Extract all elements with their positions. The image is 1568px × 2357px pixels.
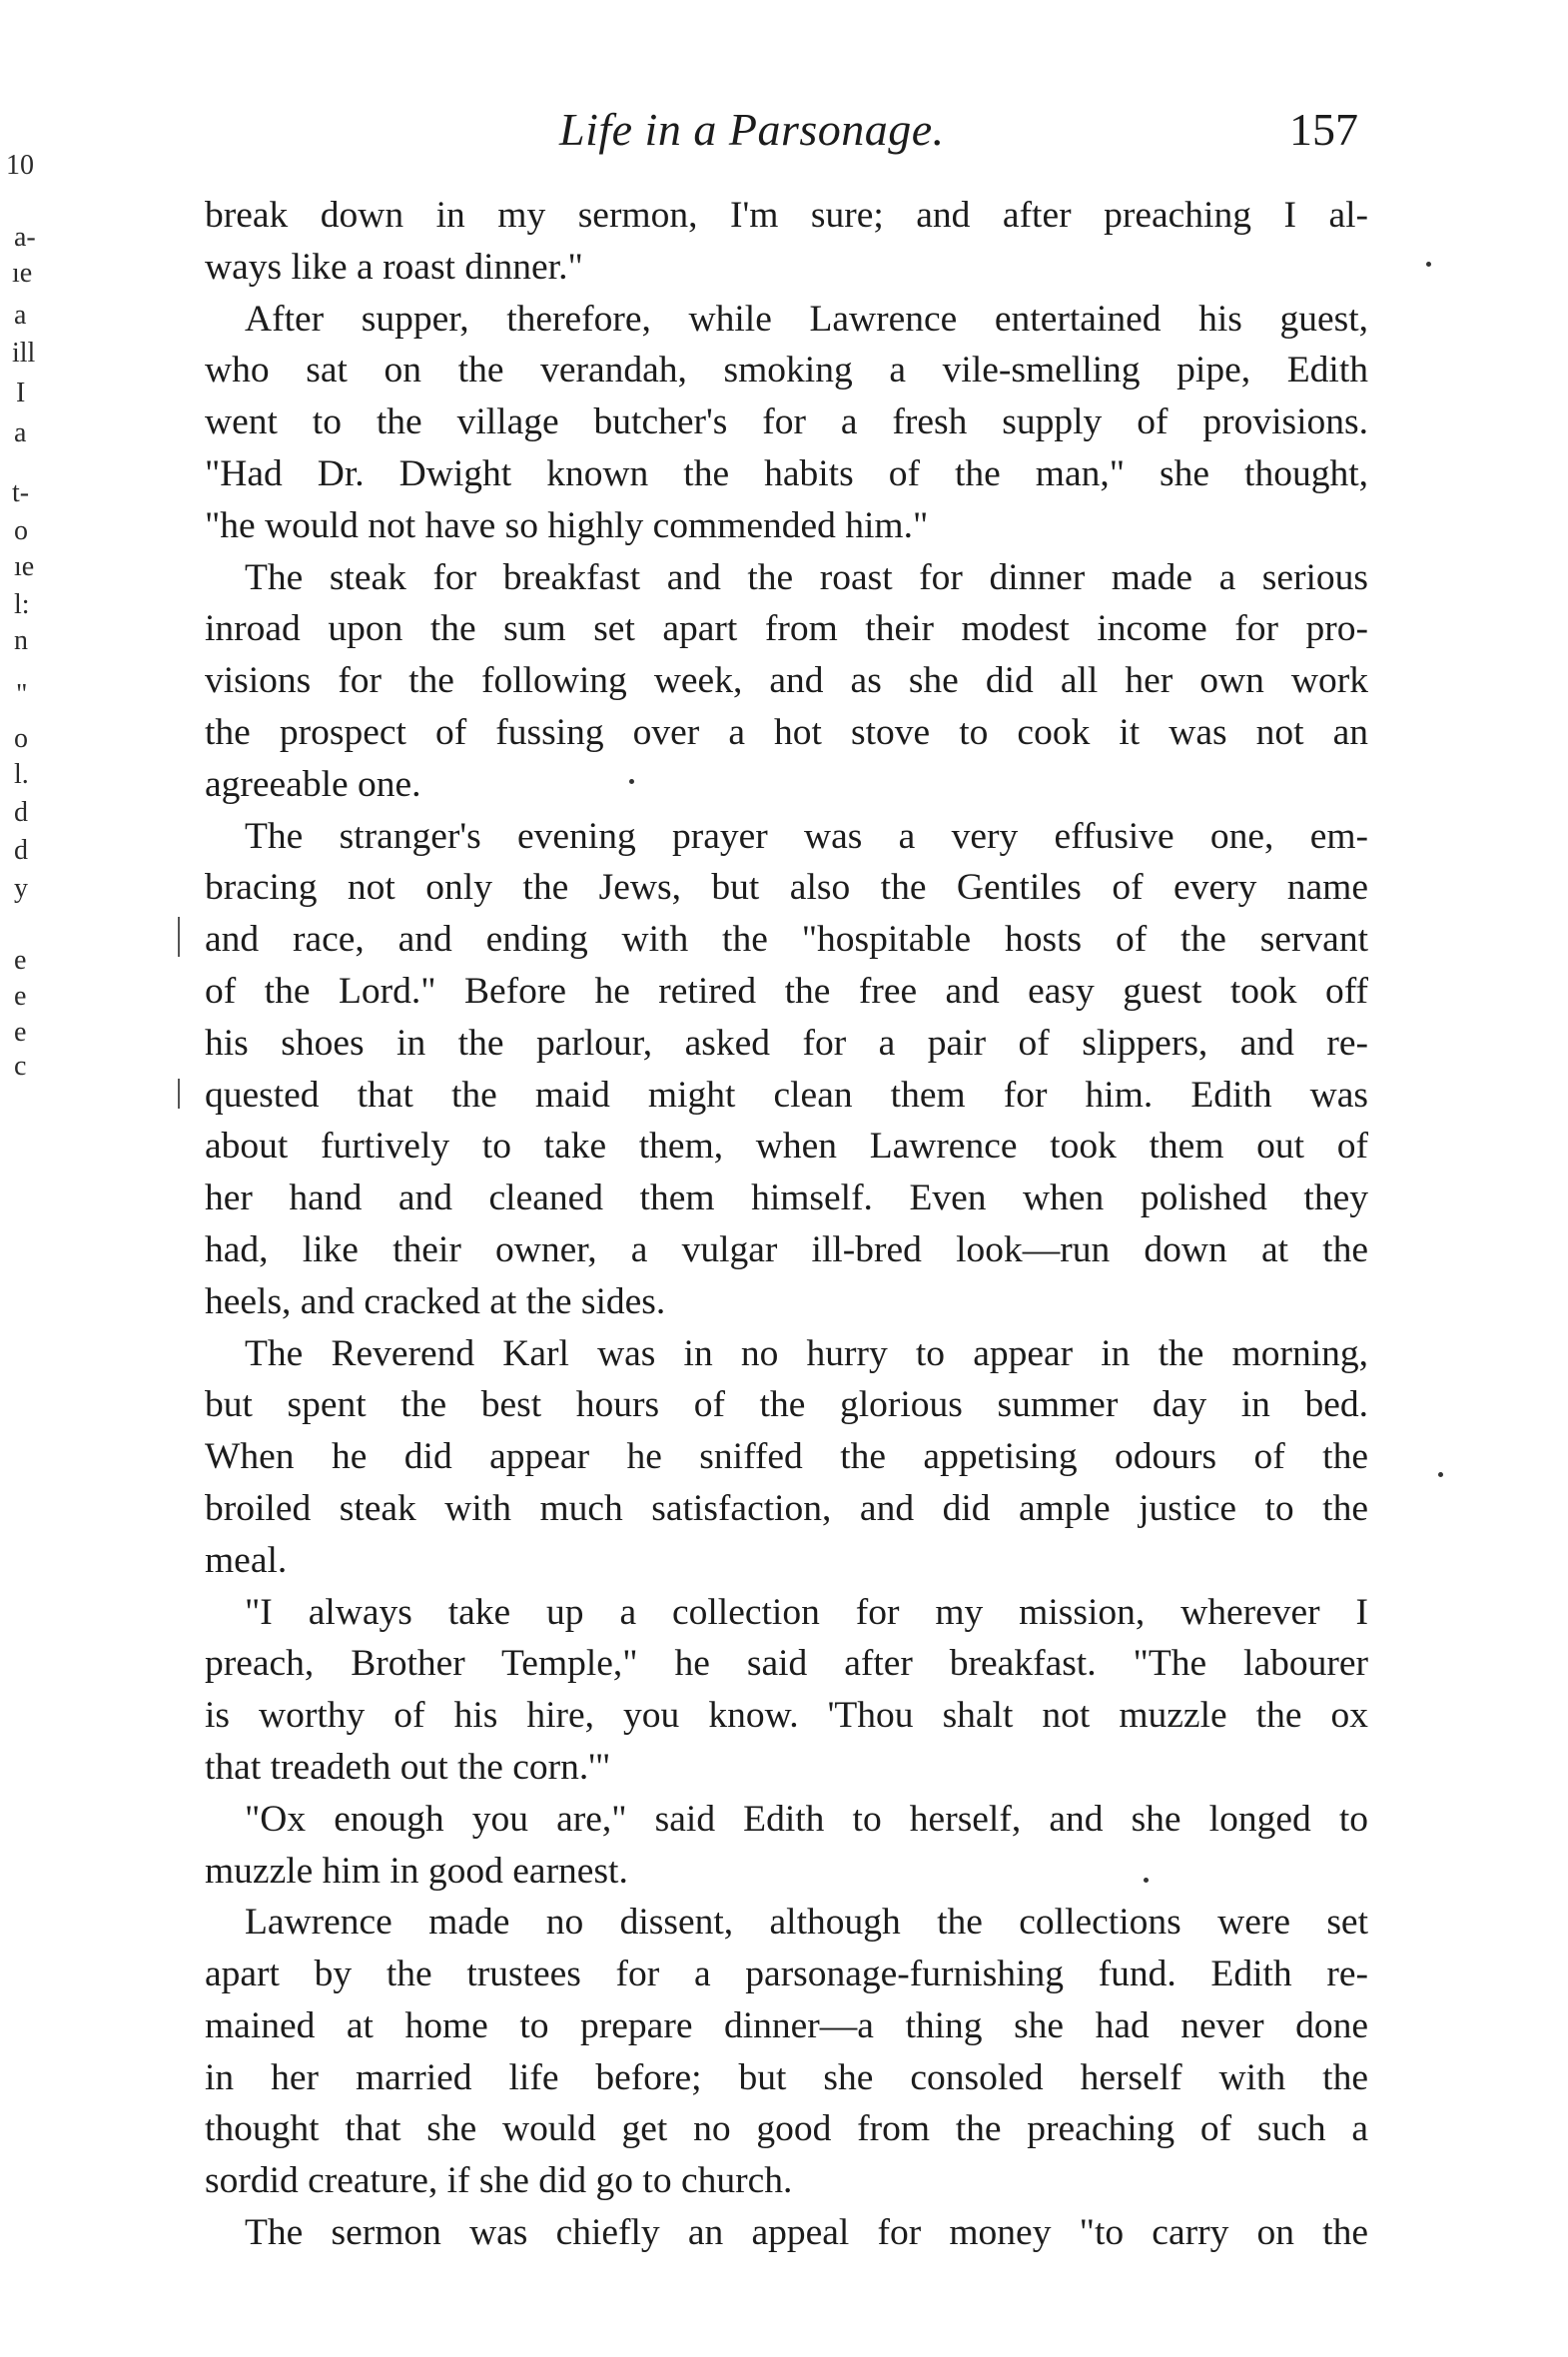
text-line: mained at home to prepare dinner—a thing she had never done	[205, 2004, 1368, 2046]
margin-fragment: ıe	[12, 258, 33, 289]
text-line: but spent the best hours of the glorious summer day in bed.	[205, 1384, 1368, 1426]
text-line: in her married life before; but she consoled herself with the	[205, 2056, 1368, 2098]
margin-tick	[178, 1079, 180, 1109]
text-line: the prospect of fussing over a hot stove to cook it was not an	[205, 711, 1368, 753]
ink-speck	[1426, 262, 1431, 267]
text-line: is worthy of his hire, you know. 'Thou shalt not muzzle the ox	[205, 1695, 1368, 1737]
text-line: heels, and cracked at the sides.	[205, 1280, 666, 1322]
text-line: inroad upon the sum set apart from their modest income for pro-	[205, 608, 1368, 650]
text-line: preach, Brother Temple," he said after breakfast. "The labourer	[205, 1643, 1368, 1685]
ink-speck	[1438, 1472, 1443, 1477]
margin-fragment: ill	[12, 338, 36, 369]
text-line: visions for the following week, and as she did all her own work	[205, 660, 1368, 702]
margin-fragment: l:	[14, 589, 30, 620]
margin-fragment: e	[14, 981, 27, 1012]
text-line: who sat on the verandah, smoking a vile-smelling pipe, Edith	[205, 350, 1368, 392]
text-line: "I always take up a collection for my mission, wherever I	[245, 1591, 1368, 1633]
margin-fragment: n	[14, 625, 28, 656]
margin-tick	[178, 917, 180, 957]
text-line: "he would not have so highly commended him."	[205, 504, 929, 546]
text-line: muzzle him in good earnest.	[205, 1850, 628, 1892]
margin-fragment: e	[14, 1017, 27, 1048]
text-line: The sermon was chiefly an appeal for money "to carry on the	[245, 2212, 1368, 2254]
margin-fragment: o	[14, 515, 28, 546]
text-line: ways like a roast dinner."	[205, 246, 583, 288]
text-line: When he did appear he sniffed the appetising odours of the	[205, 1436, 1368, 1478]
margin-fragment: c	[14, 1051, 27, 1082]
text-line: "Had Dr. Dwight known the habits of the man," she thought,	[205, 452, 1368, 494]
text-line: quested that the maid might clean them for him. Edith was	[205, 1074, 1368, 1116]
text-line: thought that she would get no good from the preaching of such a	[205, 2108, 1368, 2150]
margin-fragment: o	[14, 723, 28, 754]
text-line: had, like their owner, a vulgar ill-bred look—run down at the	[205, 1228, 1368, 1270]
text-line: "Ox enough you are," said Edith to herself, and she longed to	[245, 1798, 1368, 1840]
text-line: and race, and ending with the "hospitable hosts of the servant	[205, 919, 1368, 961]
text-line: bracing not only the Jews, but also the Gentiles of every name	[205, 867, 1368, 909]
left-margin-bleed-through	[0, 0, 110, 2357]
text-line: The steak for breakfast and the roast for dinner made a serious	[245, 556, 1368, 598]
text-line: apart by the trustees for a parsonage-furnishing fund. Edith re-	[205, 1954, 1368, 1995]
text-line: break down in my sermon, I'm sure; and after preaching I al-	[205, 195, 1368, 236]
margin-fragment: t-	[12, 477, 30, 508]
margin-fragment: e	[14, 945, 27, 976]
text-line: broiled steak with much satisfaction, and did ample justice to the	[205, 1487, 1368, 1529]
page-header	[200, 103, 1358, 163]
text-line: The Reverend Karl was in no hurry to appear in the morning,	[245, 1332, 1368, 1374]
text-line: agreeable one.	[205, 763, 421, 805]
margin-fragment: d	[14, 835, 28, 866]
text-line: his shoes in the parlour, asked for a pair of slippers, and re-	[205, 1022, 1368, 1064]
text-line: Lawrence made no dissent, although the collections were set	[245, 1902, 1368, 1944]
margin-fragment: l.	[14, 759, 29, 790]
margin-fragment: y	[14, 873, 28, 904]
text-line: meal.	[205, 1539, 288, 1581]
margin-fragment: a	[14, 300, 27, 331]
page-number: 157	[1289, 104, 1358, 155]
text-line: that treadeth out the corn.'"	[205, 1746, 611, 1788]
margin-fragment: I	[16, 378, 26, 408]
text-line: After supper, therefore, while Lawrence entertained his guest,	[245, 298, 1368, 340]
running-head: Life in a Parsonage.	[559, 104, 945, 155]
text-line: went to the village butcher's for a fresh supply of provisions.	[205, 401, 1368, 443]
text-line: of the Lord." Before he retired the free and easy guest took off	[205, 970, 1368, 1012]
text-line: sordid creature, if she did go to church.	[205, 2160, 793, 2202]
margin-fragment: a	[14, 417, 27, 448]
text-line: her hand and cleaned them himself. Even when polished they	[205, 1178, 1368, 1219]
margin-fragment: ıe	[14, 551, 35, 582]
text-line: about furtively to take them, when Lawrence took them out of	[205, 1126, 1368, 1168]
page-body	[205, 190, 1368, 2259]
margin-fragment: 10	[6, 150, 34, 181]
margin-fragment: "	[16, 679, 28, 710]
text-line: The stranger's evening prayer was a very effusive one, em-	[245, 815, 1368, 857]
margin-fragment: a-	[14, 222, 36, 253]
margin-fragment: d	[14, 797, 28, 828]
